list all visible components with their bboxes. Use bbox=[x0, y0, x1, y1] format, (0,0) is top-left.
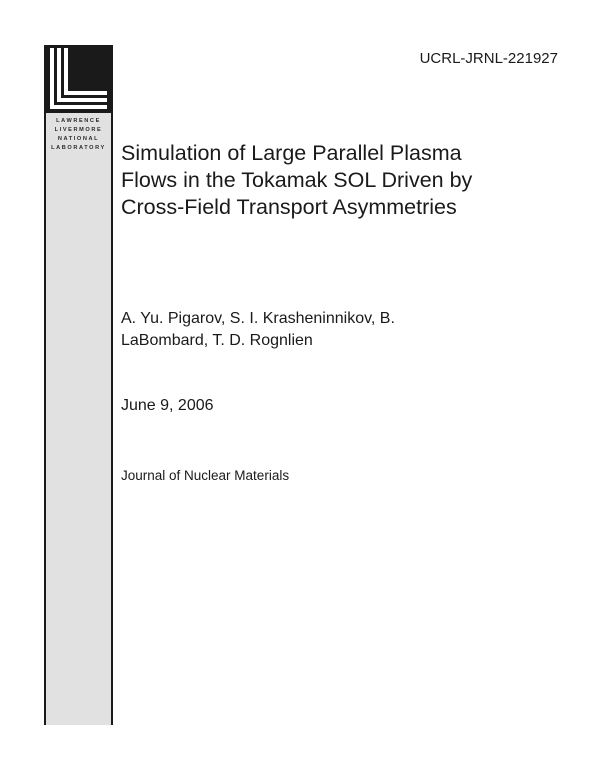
authors bbox=[121, 308, 561, 352]
authors-line: A. Yu. Pigarov, S. I. Krasheninnikov, B. bbox=[121, 310, 395, 327]
lab-name-line: LAWRENCE bbox=[56, 118, 101, 124]
lab-name-line: LABORATORY bbox=[51, 145, 106, 151]
lab-name-line: LIVERMORE bbox=[54, 127, 103, 133]
llnl-logo-icon bbox=[46, 45, 111, 113]
document-title bbox=[121, 140, 561, 221]
title-line: Flows in the Tokamak SOL Driven by bbox=[121, 168, 473, 192]
report-id: UCRL-JRNL-221927 bbox=[419, 50, 558, 67]
journal-name: Journal of Nuclear Materials bbox=[121, 468, 290, 483]
llnl-logo bbox=[46, 45, 111, 113]
lab-name bbox=[46, 117, 111, 153]
title-line: Simulation of Large Parallel Plasma bbox=[121, 141, 462, 165]
lab-name-line: NATIONAL bbox=[57, 136, 100, 142]
publication-date: June 9, 2006 bbox=[121, 397, 214, 414]
title-line: Cross-Field Transport Asymmetries bbox=[121, 195, 457, 219]
authors-line: LaBombard, T. D. Rognlien bbox=[121, 332, 313, 349]
